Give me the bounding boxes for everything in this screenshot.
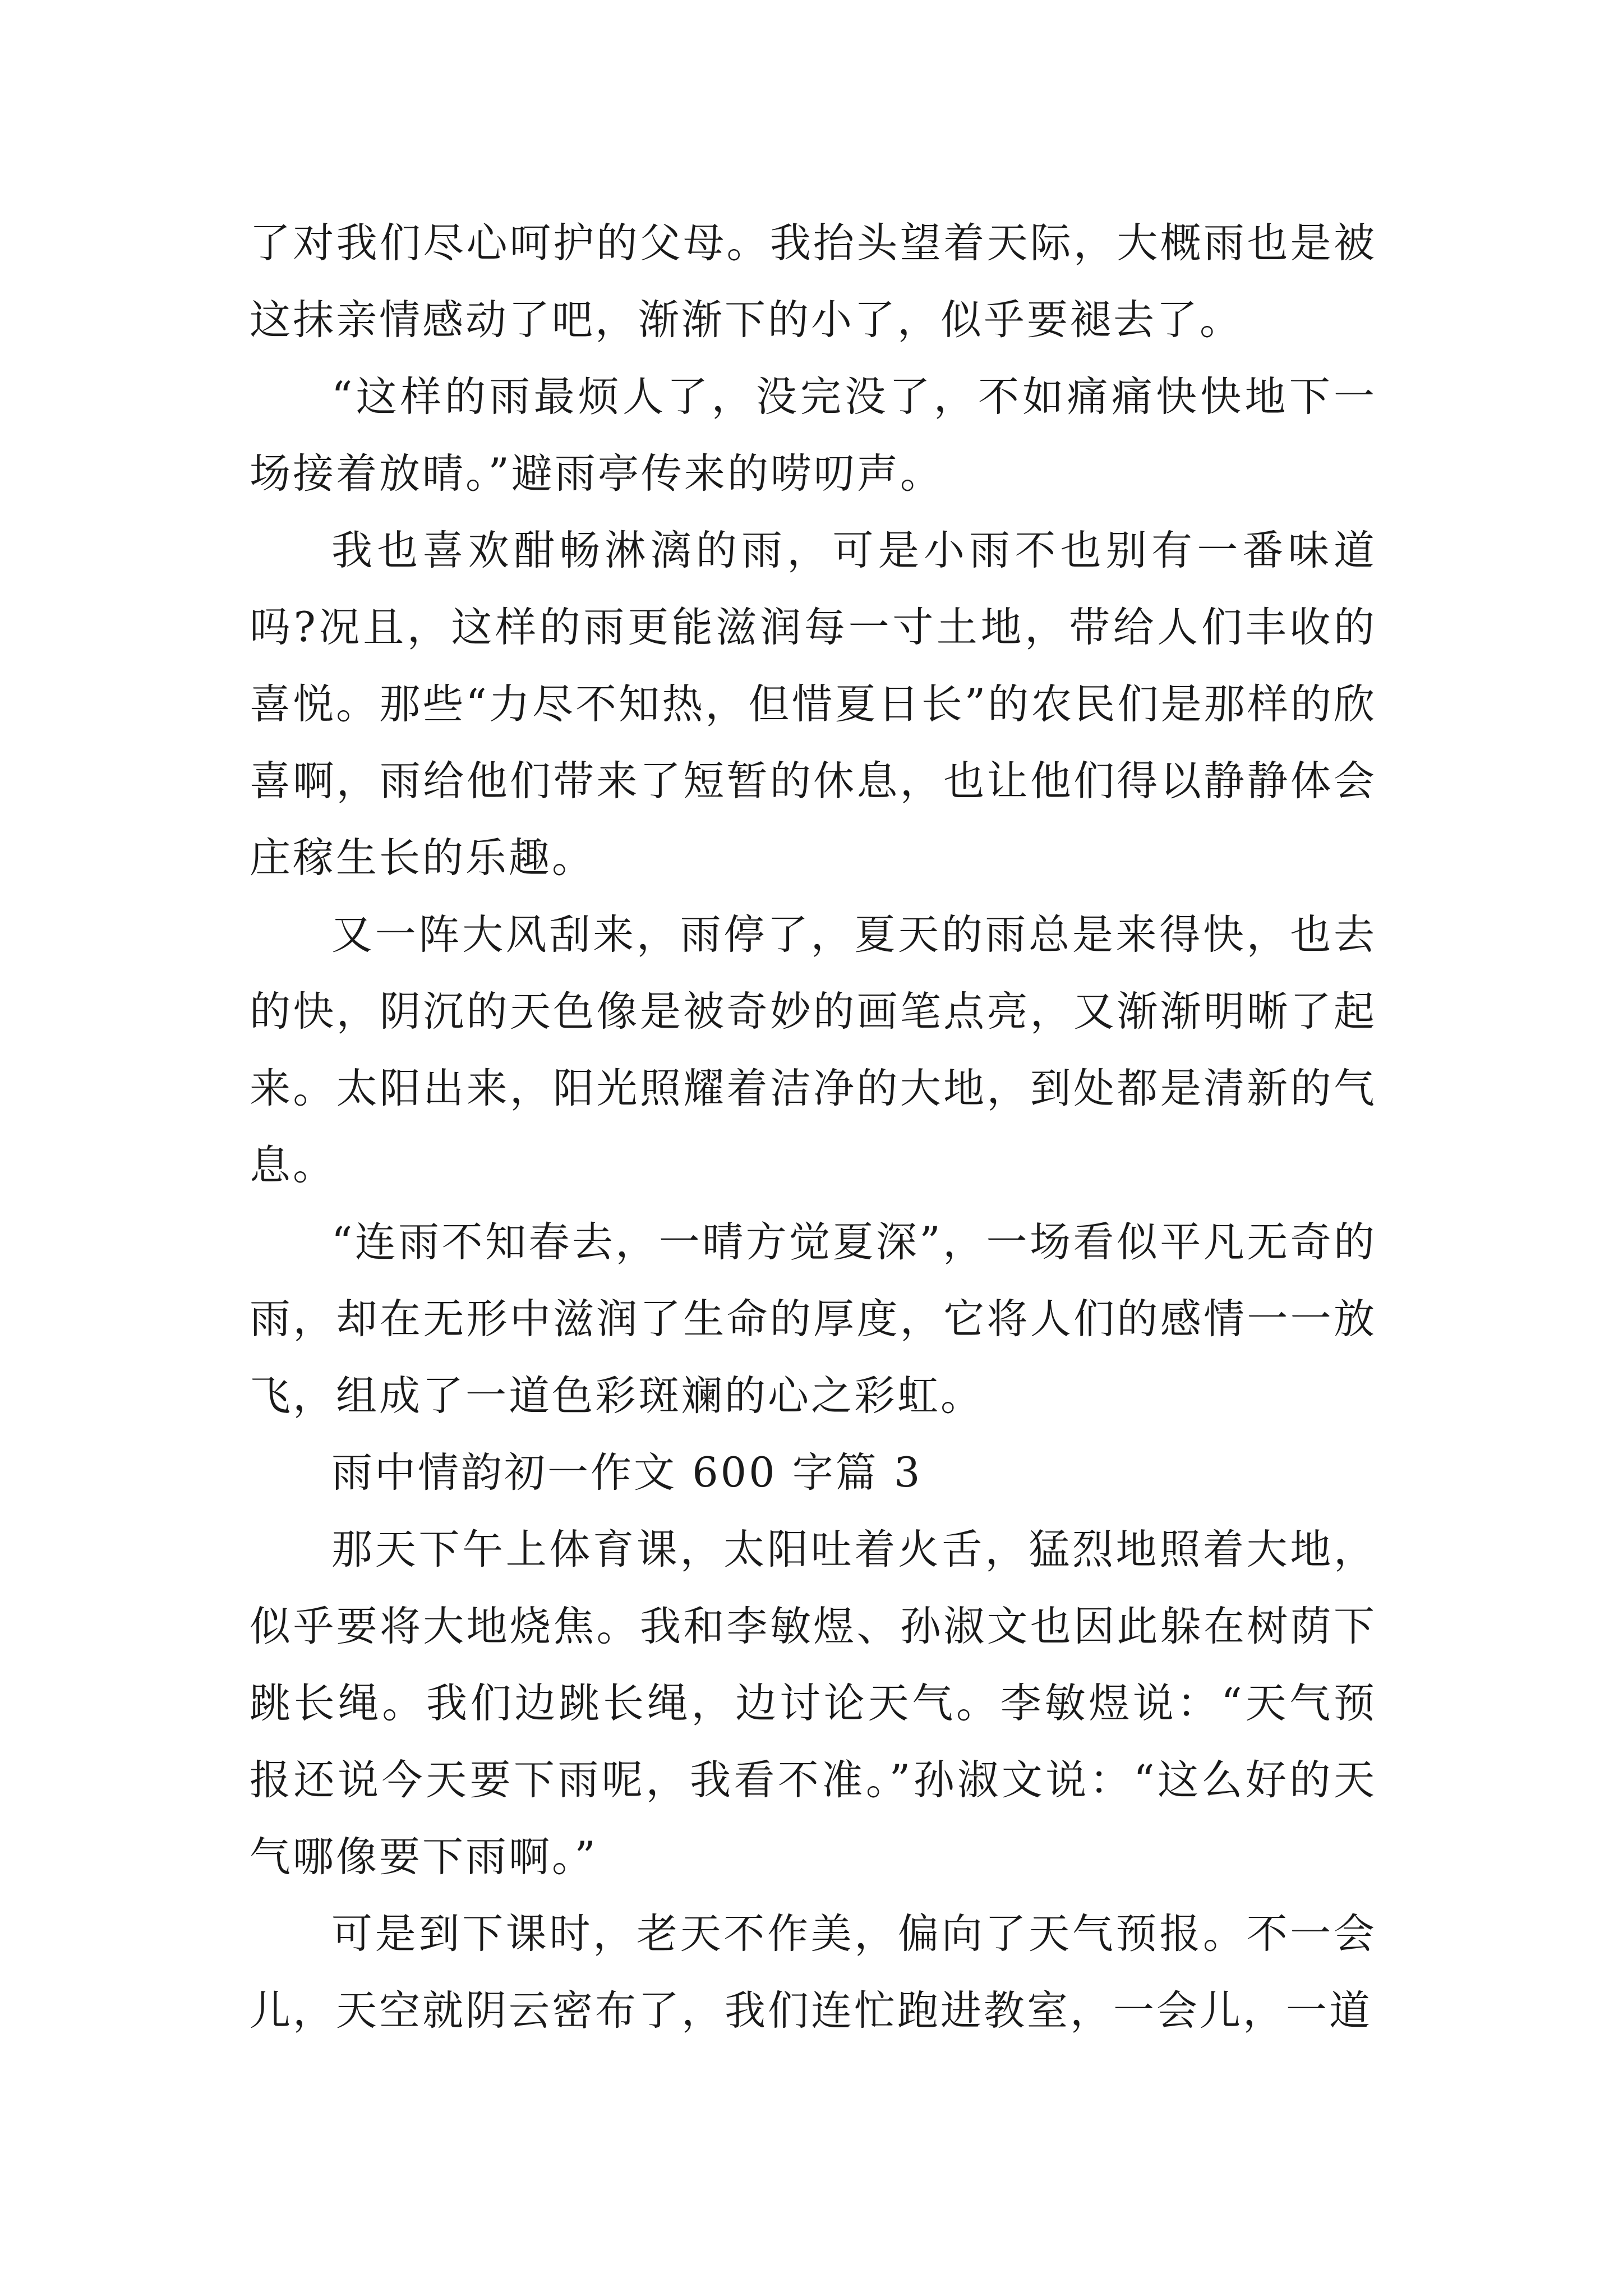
paragraph-6: 那天下午上体育课，太阳吐着火舌，猛烈地照着大地，似乎要将大地烧焦。我和李敏煜、孙淑文也因此躲在树荫下跳长绳。我们边跳长绳，边讨论天气。李敏煜说：“天气预报还说今天要下雨呢，我看不准。”孙淑文说：“这么好的天气哪像要下雨啊。” xyxy=(250,1526,1377,1881)
paragraph-3: 我也喜欢酣畅淋漓的雨，可是小雨不也别有一番味道吗?况且，这样的雨更能滋润每一寸土地，带给人们丰收的喜悦。那些“力尽不知热，但惜夏日长”的农民们是那样的欣喜啊，雨给他们带来了短暂的休息，也让他们得以静静体会庄稼生长的乐趣。 xyxy=(250,527,1377,882)
paragraph-5: “连雨不知春去，一晴方觉夏深”，一场看似平凡无奇的雨，却在无形中滋润了生命的厚度，它将人们的感情一一放飞，组成了一道色彩斑斓的心之彩虹。 xyxy=(250,1218,1377,1420)
paragraph-1: 了对我们尽心呵护的父母。我抬头望着天际，大概雨也是被这抹亲情感动了吧，渐渐下的小了，似乎要褪去了。 xyxy=(250,219,1377,344)
paragraph-7: 可是到下课时，老天不作美，偏向了天气预报。不一会儿，天空就阴云密布了，我们连忙跑进教室，一会儿，一道 xyxy=(250,1910,1377,2035)
document-body xyxy=(250,205,1377,2049)
section-heading: 雨中情韵初一作文 600 字篇 3 xyxy=(331,1449,923,1497)
paragraph-2: “这样的雨最烦人了，没完没了，不如痛痛快快地下一场接着放晴。”避雨亭传来的唠叨声。 xyxy=(250,373,1377,498)
paragraph-4: 又一阵大风刮来，雨停了，夏天的雨总是来得快，也去的快，阴沉的天色像是被奇妙的画笔点亮，又渐渐明晰了起来。太阳出来，阳光照耀着洁净的大地，到处都是清新的气息。 xyxy=(250,911,1377,1189)
